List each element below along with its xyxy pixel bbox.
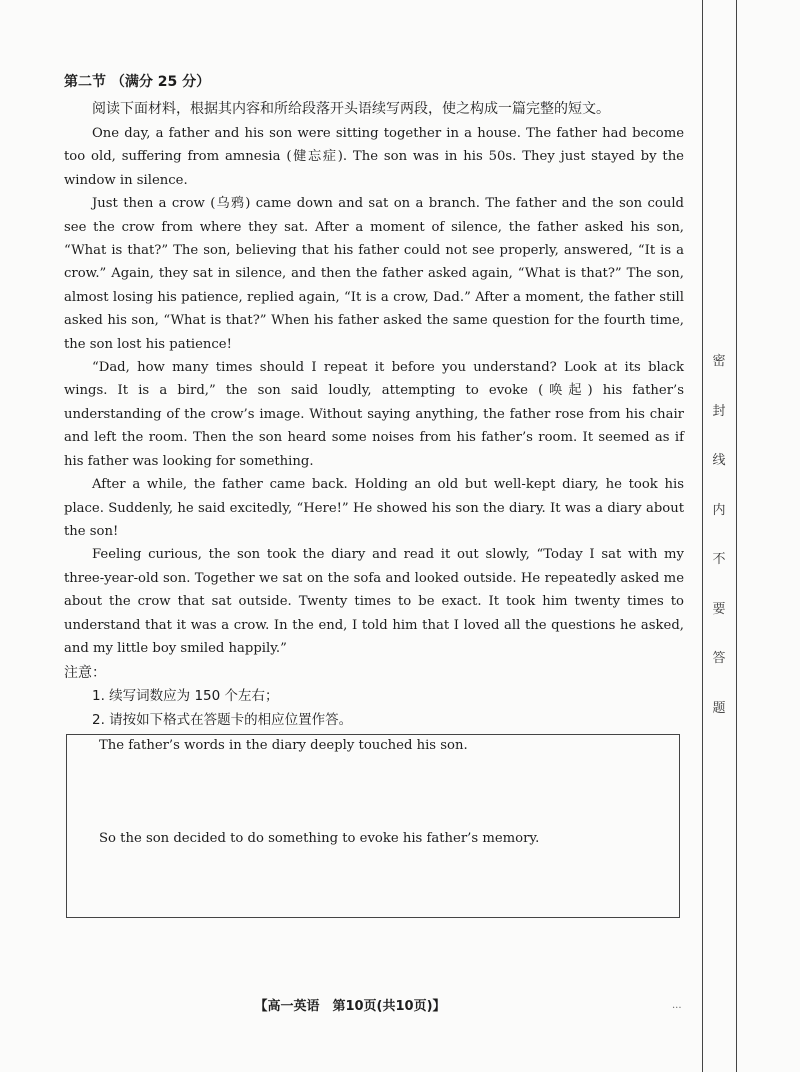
instruction: 阅读下面材料，根据其内容和所给段落开头语续写两段，使之构成一篇完整的短文。 bbox=[92, 101, 610, 117]
margin-line bbox=[736, 0, 737, 1072]
seal-char: 要 bbox=[712, 601, 726, 617]
story-paragraph: Feeling curious, the son took the diary and read it out slowly, “Today I sat with my three-year-old son. Together we sat on the sofa and looked outside. He repeatedly asked me about the crow that sat outside. Twenty times to be exact. It took him twenty times to understand that it was a crow. In the end, I told him that I loved all the questions he asked, and my little boy smiled happily.” bbox=[64, 547, 684, 656]
seal-char: 线 bbox=[712, 453, 726, 469]
seal-char: 内 bbox=[712, 502, 726, 518]
note-item: 1. 续写词数应为 150 个左右； bbox=[92, 688, 279, 705]
section-title: 第二节 （满分 25 分） bbox=[64, 74, 211, 90]
answer-box-opening-2: So the son decided to do something to evoke his father’s memory. bbox=[99, 831, 540, 846]
seal-char: 题 bbox=[712, 700, 726, 716]
page-footer: 【高一英语 第10页(共10页)】 bbox=[254, 999, 446, 1014]
story-paragraph: After a while, the father came back. Holding an old but well-kept diary, he took his place. Suddenly, he said excitedly, “Here!” He showed his son the diary. It was a diary about the son! bbox=[64, 477, 684, 539]
answer-box bbox=[66, 734, 680, 918]
footer-dots: ... bbox=[672, 1000, 682, 1011]
notes-title: 注意： bbox=[64, 665, 106, 682]
question-content bbox=[64, 72, 684, 732]
seal-line-notice bbox=[707, 355, 731, 715]
answer-box-opening-1: The father’s words in the diary deeply touched his son. bbox=[99, 738, 468, 753]
seal-char: 答 bbox=[712, 651, 726, 667]
note-item: 2. 请按如下格式在答题卡的相应位置作答。 bbox=[92, 712, 353, 729]
margin-line bbox=[702, 0, 703, 1072]
story-paragraph: One day, a father and his son were sitting together in a house. The father had become too old, suffering from amnesia (健忘症). The son was in his 50s. They just stayed by the window in silence. bbox=[64, 126, 684, 188]
story-paragraph: “Dad, how many times should I repeat it before you understand? Look at its black wings. It is a bird,” the son said loudly, attempting to evoke (唤起) his father’s understanding of the crow’s image. Without saying anything, the father rose from his chair and left the room. Then the son heard some noises from his father’s room. It seemed as if his father was looking for something. bbox=[64, 360, 684, 469]
story-paragraph: Just then a crow (乌鸦) came down and sat on a branch. The father and the son could see the crow from where they sat. After a moment of silence, the father asked his son, “What is that?” The son, believing that his father could not see properly, answered, “It is a crow.” Again, they sat in silence, and then the father asked again, “What is that?” The son, almost losing his patience, replied again, “It is a crow, Dad.” After a moment, the father still asked his son, “What is that?” When his father asked the same question for the fourth time, the son lost his patience! bbox=[64, 196, 684, 352]
seal-char: 不 bbox=[712, 552, 726, 568]
seal-char: 密 bbox=[712, 354, 726, 369]
seal-char: 封 bbox=[712, 403, 726, 419]
